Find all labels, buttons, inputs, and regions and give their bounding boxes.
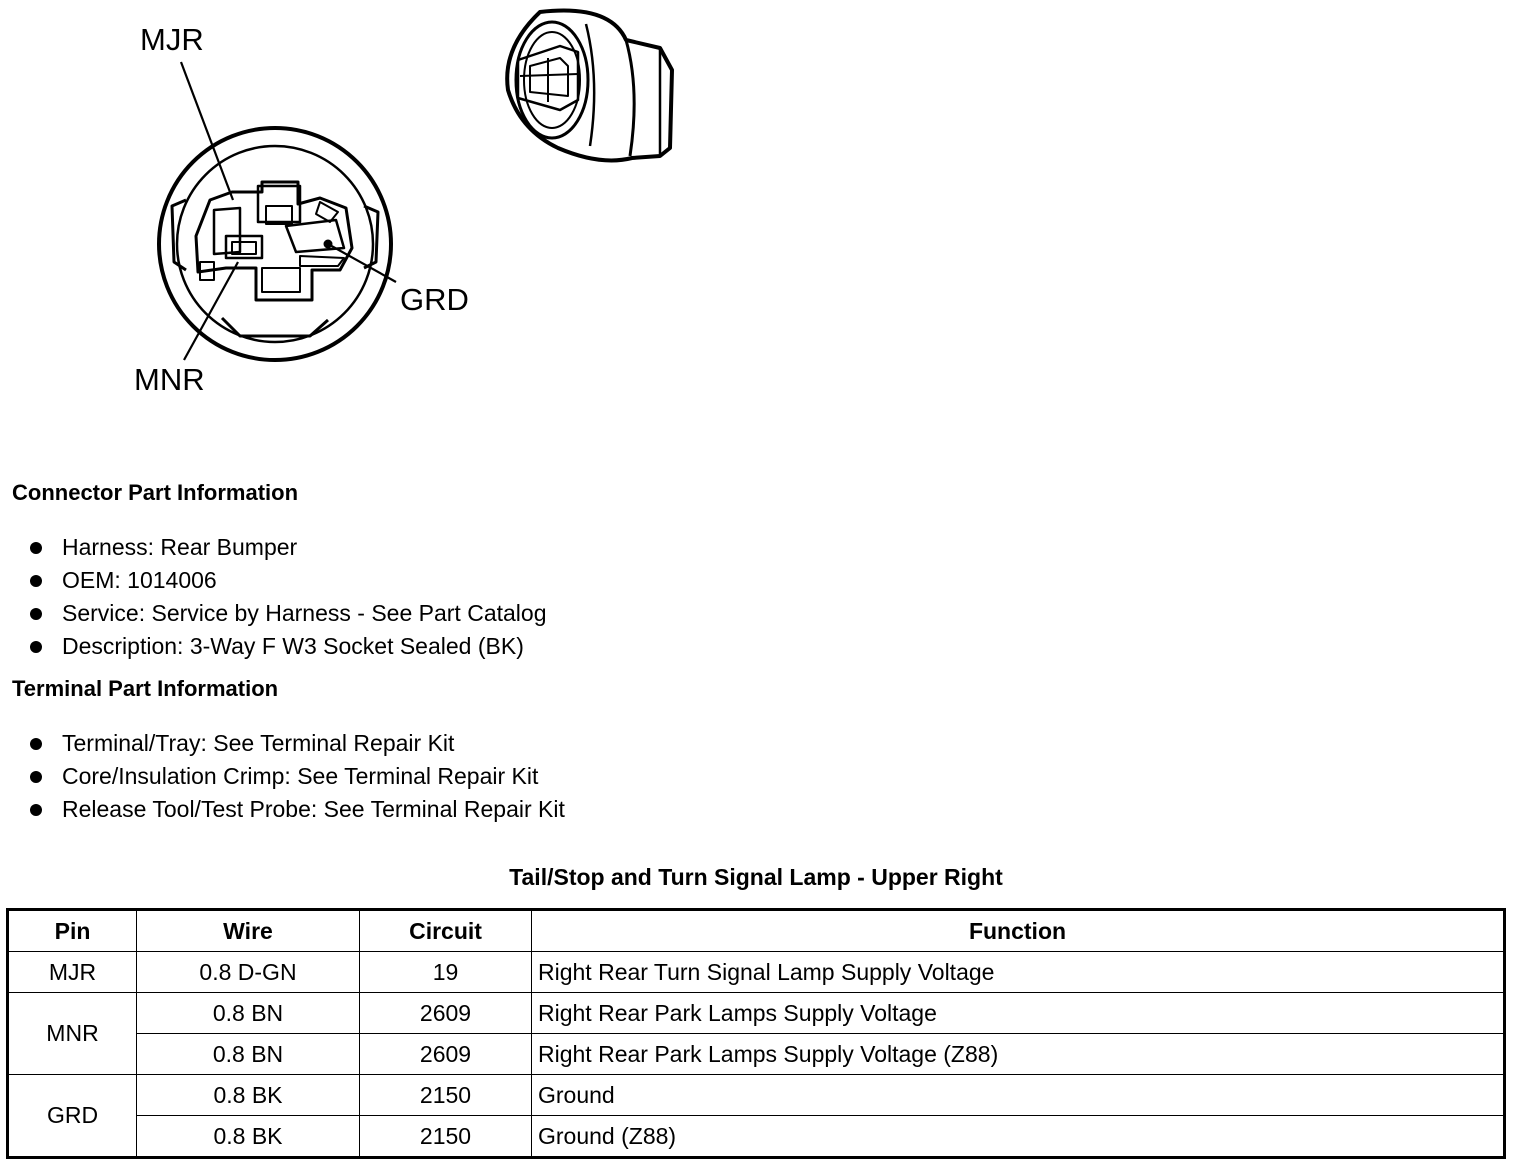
list-item — [28, 760, 565, 793]
cell-function: Right Rear Park Lamps Supply Voltage — [532, 993, 1505, 1034]
callout-mnr: MNR — [134, 362, 205, 397]
cell-function: Right Rear Park Lamps Supply Voltage (Z88) — [532, 1034, 1505, 1075]
callout-mjr: MJR — [140, 22, 204, 57]
cell-function: Ground — [532, 1075, 1505, 1116]
pin-table — [6, 908, 1506, 1159]
list-item-text: Terminal/Tray: See Terminal Repair Kit — [62, 730, 455, 756]
cell-circuit: 19 — [360, 952, 532, 993]
header-circuit: Circuit — [360, 910, 532, 952]
connector-part-info-list — [28, 531, 546, 663]
cell-wire: 0.8 BK — [137, 1075, 360, 1116]
connector-part-info-heading: Connector Part Information — [12, 480, 299, 505]
list-item-text: Harness: Rear Bumper — [62, 534, 298, 560]
bullet-icon — [30, 575, 42, 587]
table-row — [8, 993, 1505, 1034]
list-item-text: OEM: 1014006 — [62, 567, 217, 593]
cell-wire: 0.8 D-GN — [137, 952, 360, 993]
cell-circuit: 2150 — [360, 1116, 532, 1158]
cell-pin: MNR — [8, 993, 137, 1075]
list-item — [28, 630, 546, 663]
cell-circuit: 2609 — [360, 1034, 532, 1075]
list-item-text: Core/Insulation Crimp: See Terminal Repair Kit — [62, 763, 539, 789]
cell-wire: 0.8 BN — [137, 1034, 360, 1075]
header-pin: Pin — [8, 910, 137, 952]
header-function: Function — [532, 910, 1505, 952]
cell-pin: GRD — [8, 1075, 137, 1158]
list-item — [28, 793, 565, 826]
table-header-row — [8, 910, 1505, 952]
cell-circuit: 2150 — [360, 1075, 532, 1116]
table-row — [8, 952, 1505, 993]
cell-wire: 0.8 BK — [137, 1116, 360, 1158]
list-item — [28, 727, 565, 760]
cell-function: Right Rear Turn Signal Lamp Supply Voltage — [532, 952, 1505, 993]
table-row — [8, 1075, 1505, 1116]
callout-grd: GRD — [400, 282, 469, 317]
list-item — [28, 531, 546, 564]
header-wire: Wire — [137, 910, 360, 952]
table-row — [8, 1034, 1505, 1075]
bullet-icon — [30, 804, 42, 816]
bullet-icon — [30, 608, 42, 620]
bullet-icon — [30, 771, 42, 783]
terminal-part-info-list — [28, 727, 565, 826]
connector-face-drawing — [0, 0, 760, 420]
list-item-text: Release Tool/Test Probe: See Terminal Repair Kit — [62, 796, 565, 822]
cell-circuit: 2609 — [360, 993, 532, 1034]
connector-outer-ring — [159, 128, 391, 360]
list-item — [28, 564, 546, 597]
table-row — [8, 1116, 1505, 1158]
list-item-text: Description: 3-Way F W3 Socket Sealed (BK) — [62, 633, 524, 659]
terminal-part-info-heading: Terminal Part Information — [12, 676, 279, 701]
bullet-icon — [30, 641, 42, 653]
list-item — [28, 597, 546, 630]
table-title: Tail/Stop and Turn Signal Lamp - Upper Right — [509, 864, 1003, 890]
connector-diagram — [0, 0, 760, 420]
bullet-icon — [30, 542, 42, 554]
connector-side-view — [507, 11, 672, 161]
cell-wire: 0.8 BN — [137, 993, 360, 1034]
cell-function: Ground (Z88) — [532, 1116, 1505, 1158]
bullet-icon — [30, 738, 42, 750]
list-item-text: Service: Service by Harness - See Part Catalog — [62, 600, 547, 626]
cell-pin: MJR — [8, 952, 137, 993]
